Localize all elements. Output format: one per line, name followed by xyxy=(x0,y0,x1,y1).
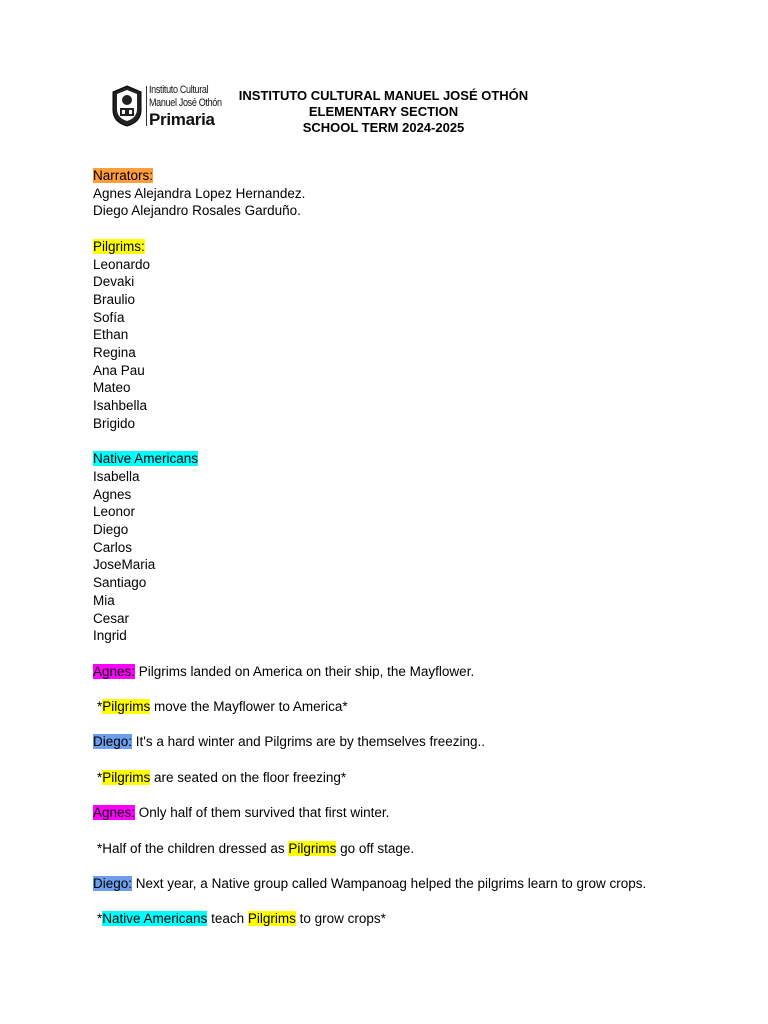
pilgrim-name: Regina xyxy=(93,345,136,361)
natives-heading: Native Americans xyxy=(93,451,199,467)
native-name: Mia xyxy=(93,592,115,608)
native-name: Isabella xyxy=(93,468,140,484)
pilgrim-name: Devaki xyxy=(93,274,135,290)
direction-text: teach xyxy=(207,911,248,927)
pilgrims-heading: Pilgrims: xyxy=(93,238,145,254)
native-name: Diego xyxy=(93,522,129,538)
school-name: INSTITUTO CULTURAL MANUEL JOSÉ OTHÓN xyxy=(238,88,529,103)
speaker-agnes: Agnes: xyxy=(93,663,136,679)
direction-text: are seated on the floor freezing* xyxy=(150,769,347,785)
direction-text: go off stage. xyxy=(336,840,415,856)
narrator-name: Agnes Alejandra Lopez Hernandez. xyxy=(93,185,306,201)
line-text: Pilgrims landed on America on their ship, the Mayflower. xyxy=(135,663,475,679)
pilgrim-name: Braulio xyxy=(93,291,136,307)
school-seal-icon xyxy=(110,84,144,128)
direction-text: *Half of the children dressed as xyxy=(97,840,289,856)
document-body xyxy=(93,167,733,928)
native-name: Leonor xyxy=(93,504,136,520)
pilgrim-name: Ana Pau xyxy=(93,362,145,378)
pilgrim-name: Ethan xyxy=(93,327,129,343)
native-name: Ingrid xyxy=(93,628,127,644)
speaker-diego: Diego: xyxy=(93,734,133,750)
pilgrim-name: Leonardo xyxy=(93,256,151,272)
natives-tag: Native Americans xyxy=(102,911,208,927)
logo-line-3: Primaria xyxy=(149,110,215,129)
document-header xyxy=(108,80,568,136)
script-line-diego xyxy=(93,875,733,893)
pilgrims-tag: Pilgrims xyxy=(102,699,151,715)
section-name: ELEMENTARY SECTION xyxy=(308,104,459,119)
logo-line-2: Manuel José Othón xyxy=(149,97,222,109)
script-line-diego xyxy=(93,733,733,751)
logo-divider xyxy=(146,86,147,126)
direction-text: to grow crops* xyxy=(295,911,386,927)
stage-direction xyxy=(93,698,733,716)
direction-text: * xyxy=(97,911,103,927)
header-titles xyxy=(226,88,541,136)
narrators-heading-line xyxy=(93,167,733,185)
native-name: JoseMaria xyxy=(93,557,156,573)
speaker-diego: Diego: xyxy=(93,875,133,891)
logo-line-1: Instituto Cultural xyxy=(149,84,209,96)
line-text: Only half of them survived that first winter. xyxy=(135,805,390,821)
speaker-agnes: Agnes: xyxy=(93,805,136,821)
line-text: It's a hard winter and Pilgrims are by themselves freezing.. xyxy=(132,734,486,750)
native-name: Santiago xyxy=(93,575,147,591)
script-line-agnes xyxy=(93,804,733,822)
pilgrim-name: Mateo xyxy=(93,380,131,396)
narrator-name: Diego Alejandro Rosales Garduño. xyxy=(93,203,301,219)
direction-text: * xyxy=(97,769,103,785)
natives-heading-line xyxy=(93,450,733,468)
pilgrims-tag: Pilgrims xyxy=(247,911,296,927)
direction-text: * xyxy=(97,699,103,715)
pilgrims-tag: Pilgrims xyxy=(288,840,337,856)
native-name: Agnes xyxy=(93,486,132,502)
pilgrim-name: Brigido xyxy=(93,415,136,431)
school-term: SCHOOL TERM 2024-2025 xyxy=(302,120,465,135)
line-text: Next year, a Native group called Wampanoag helped the pilgrims learn to grow crops. xyxy=(132,875,647,891)
native-name: Cesar xyxy=(93,610,130,626)
pilgrim-name: Isahbella xyxy=(93,398,148,414)
native-name: Carlos xyxy=(93,539,133,555)
stage-direction xyxy=(93,840,733,858)
narrators-heading: Narrators: xyxy=(93,168,154,183)
pilgrim-name: Sofía xyxy=(93,309,125,325)
script-line-agnes xyxy=(93,663,733,681)
pilgrims-tag: Pilgrims xyxy=(102,769,151,785)
pilgrims-heading-line xyxy=(93,238,733,256)
direction-text: move the Mayflower to America* xyxy=(150,699,348,715)
school-logo xyxy=(108,82,223,130)
stage-direction xyxy=(93,910,733,928)
stage-direction xyxy=(93,769,733,787)
